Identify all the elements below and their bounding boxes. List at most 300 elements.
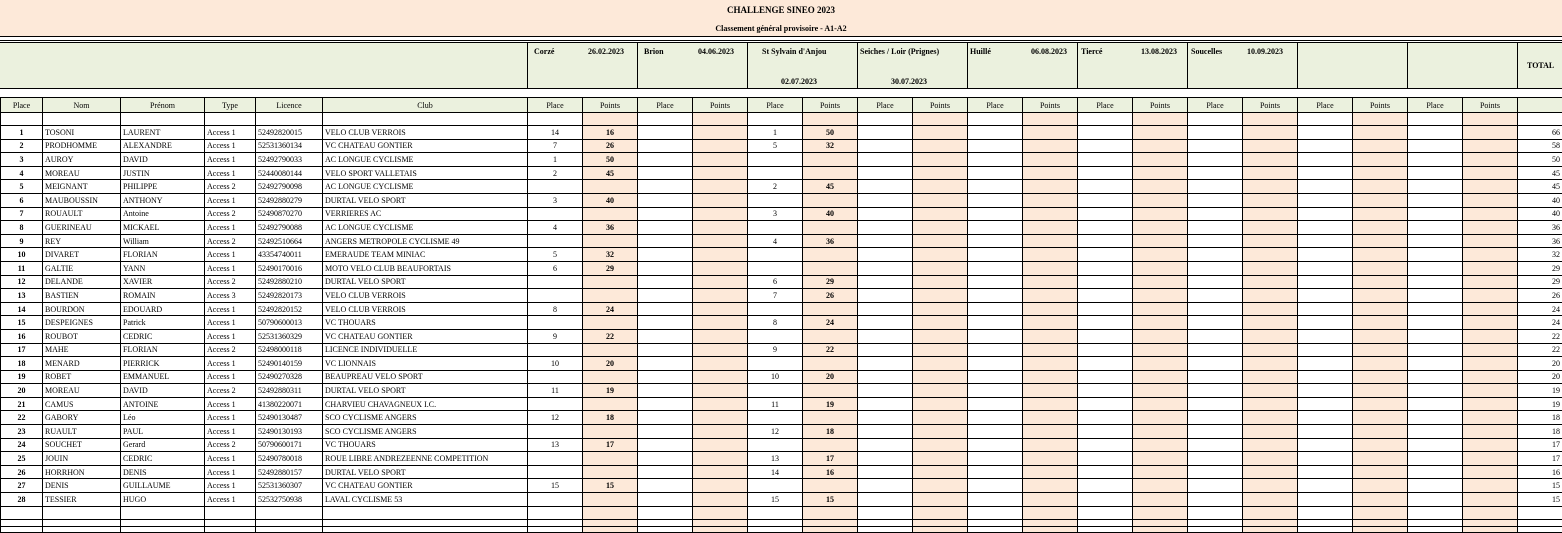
col-place: Place xyxy=(1,98,43,113)
race-points-cell xyxy=(1243,452,1298,466)
licence-cell: 52492510664 xyxy=(256,234,323,248)
club-cell: VERRIERES AC xyxy=(323,207,528,221)
race-points-cell xyxy=(1463,126,1518,140)
cell xyxy=(1243,113,1298,126)
race-points-cell xyxy=(1133,438,1188,452)
licence-cell: 52531360329 xyxy=(256,329,323,343)
table-row xyxy=(1,411,1562,425)
race-place-cell xyxy=(1298,329,1353,343)
nom-cell: DENIS xyxy=(43,479,121,493)
race-place-cell xyxy=(1188,126,1243,140)
race-points-cell xyxy=(693,289,748,303)
race-place-cell xyxy=(1298,261,1353,275)
race-points-cell xyxy=(913,180,968,194)
race-points-cell: 50 xyxy=(803,126,858,140)
race-points-cell: 40 xyxy=(583,193,638,207)
race-points-cell xyxy=(1243,411,1298,425)
race-place-cell xyxy=(638,275,693,289)
race-points-cell xyxy=(1023,139,1078,153)
club-cell: LAVAL CYCLISME 53 xyxy=(323,493,528,507)
nom-cell: ROUBOT xyxy=(43,329,121,343)
rank-cell: 3 xyxy=(1,153,43,167)
race-points-cell xyxy=(1133,343,1188,357)
rank-cell: 28 xyxy=(1,493,43,507)
rank-cell: 17 xyxy=(1,343,43,357)
race-place-cell xyxy=(638,438,693,452)
race-place-cell xyxy=(1298,438,1353,452)
race-place-cell xyxy=(858,261,913,275)
race-place-cell xyxy=(1078,479,1133,493)
race-points-cell xyxy=(1243,493,1298,507)
total-cell: 24 xyxy=(1518,302,1562,316)
race-place-cell xyxy=(1408,452,1463,466)
table-row xyxy=(1,221,1562,235)
race-points-cell xyxy=(1353,193,1408,207)
club-cell: AC LONGUE CYCLISME xyxy=(323,180,528,194)
race-place-cell xyxy=(968,180,1023,194)
prenom-cell: CEDRIC xyxy=(121,329,205,343)
race-points-cell xyxy=(803,193,858,207)
race-points-cell xyxy=(1353,126,1408,140)
cell xyxy=(968,506,1023,519)
race-points-cell xyxy=(1023,357,1078,371)
race-points-cell xyxy=(913,343,968,357)
table-row xyxy=(1,207,1562,221)
cell xyxy=(1078,506,1133,519)
prenom-cell: PIERRICK xyxy=(121,357,205,371)
cell xyxy=(693,506,748,519)
table-row xyxy=(1,425,1562,439)
race-points-cell: 19 xyxy=(583,384,638,398)
race-place-cell xyxy=(1078,370,1133,384)
club-cell: SCO CYCLISME ANGERS xyxy=(323,411,528,425)
race-points-cell xyxy=(913,139,968,153)
prenom-cell: Antoine xyxy=(121,207,205,221)
nom-cell: MAUBOUSSIN xyxy=(43,193,121,207)
type-cell: Access 1 xyxy=(205,329,256,343)
race-place-cell xyxy=(748,153,803,167)
race-points-cell xyxy=(693,411,748,425)
race-place-cell xyxy=(1408,465,1463,479)
race-place-cell xyxy=(1408,180,1463,194)
nom-cell: DIVARET xyxy=(43,248,121,262)
licence-cell: 52492820015 xyxy=(256,126,323,140)
race-place-cell xyxy=(1188,234,1243,248)
race-points-cell xyxy=(803,329,858,343)
race-points-cell: 24 xyxy=(803,316,858,330)
race-points-cell xyxy=(1243,261,1298,275)
race-points-cell xyxy=(1243,343,1298,357)
race-points-cell xyxy=(1353,452,1408,466)
race-points-cell xyxy=(1023,425,1078,439)
club-cell: VC LIONNAIS xyxy=(323,357,528,371)
total-cell: 36 xyxy=(1518,221,1562,235)
type-cell: Access 1 xyxy=(205,493,256,507)
race-place-cell xyxy=(858,452,913,466)
club-cell: AC LONGUE CYCLISME xyxy=(323,153,528,167)
race-place-cell xyxy=(528,370,583,384)
rank-cell: 19 xyxy=(1,370,43,384)
race-points-cell: 26 xyxy=(583,139,638,153)
race-points-cell: 15 xyxy=(803,493,858,507)
race-points-cell xyxy=(1463,357,1518,371)
race-points-cell xyxy=(1133,261,1188,275)
race-place-cell xyxy=(748,193,803,207)
nom-cell: REY xyxy=(43,234,121,248)
race-points-cell xyxy=(583,207,638,221)
race-place-cell: 14 xyxy=(748,465,803,479)
rank-cell: 7 xyxy=(1,207,43,221)
race-points-cell xyxy=(1463,207,1518,221)
race-place-cell xyxy=(1078,343,1133,357)
race-place-cell xyxy=(1188,438,1243,452)
race-place-cell xyxy=(1188,289,1243,303)
race-points-cell xyxy=(803,166,858,180)
race-place-cell xyxy=(968,193,1023,207)
race-place-cell xyxy=(858,357,913,371)
cell xyxy=(583,506,638,519)
race-points-cell xyxy=(1463,425,1518,439)
race-points-cell xyxy=(803,302,858,316)
race-points-cell xyxy=(913,207,968,221)
race-place-cell xyxy=(1078,193,1133,207)
race-place-cell xyxy=(858,465,913,479)
nom-cell: MENARD xyxy=(43,357,121,371)
race-points-cell xyxy=(693,193,748,207)
race-place-cell xyxy=(968,126,1023,140)
race-place-cell xyxy=(1078,153,1133,167)
race-points-cell xyxy=(583,289,638,303)
type-cell: Access 1 xyxy=(205,193,256,207)
licence-cell: 52490270328 xyxy=(256,370,323,384)
race-place-cell xyxy=(1188,139,1243,153)
table-row xyxy=(1,329,1562,343)
race-points-cell xyxy=(1023,126,1078,140)
race-place-cell xyxy=(1298,126,1353,140)
race-points-cell xyxy=(1023,261,1078,275)
total-cell: 36 xyxy=(1518,234,1562,248)
race-points-cell xyxy=(803,221,858,235)
total-cell: 45 xyxy=(1518,180,1562,194)
race-place-cell xyxy=(858,397,913,411)
race-points-cell xyxy=(1023,166,1078,180)
race-points-cell xyxy=(1133,370,1188,384)
race-place-cell xyxy=(968,261,1023,275)
race-points-cell xyxy=(693,384,748,398)
race-points-cell xyxy=(1133,126,1188,140)
race-place-cell xyxy=(1408,234,1463,248)
rank-cell: 12 xyxy=(1,275,43,289)
race-place-cell xyxy=(528,343,583,357)
nom-cell: DELANDE xyxy=(43,275,121,289)
race-place-cell: 4 xyxy=(748,234,803,248)
race-place-cell xyxy=(968,370,1023,384)
race-place-cell xyxy=(1188,166,1243,180)
race-place-cell: 8 xyxy=(748,316,803,330)
race-points-cell xyxy=(1243,275,1298,289)
col-prenom: Prénom xyxy=(121,98,205,113)
rank-cell: 18 xyxy=(1,357,43,371)
col-race-place: Place xyxy=(638,98,693,113)
race-points-cell xyxy=(1463,465,1518,479)
race-points-cell xyxy=(1353,234,1408,248)
rank-cell: 4 xyxy=(1,166,43,180)
licence-cell: 50790600013 xyxy=(256,316,323,330)
prenom-cell: William xyxy=(121,234,205,248)
race-points-cell xyxy=(1243,180,1298,194)
race-place-cell xyxy=(638,261,693,275)
col-race-place: Place xyxy=(1078,98,1133,113)
rank-cell: 24 xyxy=(1,438,43,452)
race-points-cell xyxy=(1463,153,1518,167)
cell xyxy=(638,506,693,519)
race-place-cell xyxy=(1408,370,1463,384)
race-points-cell xyxy=(1463,166,1518,180)
race-points-cell xyxy=(1023,411,1078,425)
type-cell: Access 1 xyxy=(205,370,256,384)
table-row xyxy=(1,275,1562,289)
race-points-cell: 29 xyxy=(803,275,858,289)
cell xyxy=(858,113,913,126)
race-place-cell xyxy=(1298,397,1353,411)
nom-cell: PRODHOMME xyxy=(43,139,121,153)
cell xyxy=(323,506,528,519)
race-place-cell xyxy=(858,139,913,153)
total-cell: 20 xyxy=(1518,357,1562,371)
rank-cell: 10 xyxy=(1,248,43,262)
race-points-cell xyxy=(1133,207,1188,221)
club-cell: DURTAL VELO SPORT xyxy=(323,384,528,398)
prenom-cell: ALEXANDRE xyxy=(121,139,205,153)
licence-cell: 52490780018 xyxy=(256,452,323,466)
race-points-cell xyxy=(913,126,968,140)
rank-cell: 26 xyxy=(1,465,43,479)
race-place-cell xyxy=(1298,166,1353,180)
race-points-cell xyxy=(1243,139,1298,153)
race-points-cell xyxy=(693,166,748,180)
cell xyxy=(121,506,205,519)
race-place-cell xyxy=(1298,479,1353,493)
race-points-cell xyxy=(583,425,638,439)
race-place-cell xyxy=(638,493,693,507)
race-points-cell xyxy=(913,248,968,262)
race-points-cell xyxy=(693,438,748,452)
licence-cell: 43354740011 xyxy=(256,248,323,262)
type-cell: Access 1 xyxy=(205,316,256,330)
race-points-cell xyxy=(1023,234,1078,248)
event-date: 02.07.2023 xyxy=(781,77,817,86)
licence-cell: 52492880279 xyxy=(256,193,323,207)
cell xyxy=(256,113,323,126)
race-points-cell: 18 xyxy=(583,411,638,425)
race-place-cell xyxy=(638,357,693,371)
nom-cell: SOUCHET xyxy=(43,438,121,452)
licence-cell: 52492820152 xyxy=(256,302,323,316)
rank-cell: 16 xyxy=(1,329,43,343)
race-place-cell xyxy=(1188,193,1243,207)
race-points-cell xyxy=(1353,493,1408,507)
race-place-cell xyxy=(858,193,913,207)
race-place-cell xyxy=(1408,329,1463,343)
race-points-cell: 32 xyxy=(803,139,858,153)
table-row xyxy=(1,397,1562,411)
race-place-cell xyxy=(968,425,1023,439)
race-place-cell xyxy=(1188,221,1243,235)
race-points-cell xyxy=(1133,302,1188,316)
race-points-cell xyxy=(1463,261,1518,275)
cell xyxy=(1463,113,1518,126)
race-points-cell xyxy=(1353,207,1408,221)
rank-cell: 8 xyxy=(1,221,43,235)
events-header xyxy=(0,42,1562,88)
race-points-cell xyxy=(1243,479,1298,493)
ranking-table xyxy=(0,97,1562,533)
race-place-cell: 11 xyxy=(528,384,583,398)
race-place-cell xyxy=(968,153,1023,167)
race-points-cell xyxy=(1353,289,1408,303)
race-place-cell xyxy=(1078,234,1133,248)
race-place-cell: 2 xyxy=(528,166,583,180)
nom-cell: MOREAU xyxy=(43,384,121,398)
race-place-cell: 12 xyxy=(748,425,803,439)
race-points-cell xyxy=(1133,153,1188,167)
type-cell: Access 1 xyxy=(205,166,256,180)
prenom-cell: JUSTIN xyxy=(121,166,205,180)
prenom-cell: LAURENT xyxy=(121,126,205,140)
race-place-cell xyxy=(748,438,803,452)
table-row xyxy=(1,289,1562,303)
race-place-cell xyxy=(748,261,803,275)
race-place-cell xyxy=(858,493,913,507)
race-points-cell xyxy=(803,438,858,452)
club-cell: DURTAL VELO SPORT xyxy=(323,193,528,207)
licence-cell: 52531360134 xyxy=(256,139,323,153)
race-place-cell xyxy=(1408,248,1463,262)
race-points-cell xyxy=(913,275,968,289)
race-place-cell xyxy=(1298,234,1353,248)
race-place-cell xyxy=(1188,370,1243,384)
cell xyxy=(1408,113,1463,126)
total-cell: 58 xyxy=(1518,139,1562,153)
race-place-cell xyxy=(1408,438,1463,452)
col-race-place: Place xyxy=(858,98,913,113)
race-place-cell xyxy=(968,166,1023,180)
club-cell: DURTAL VELO SPORT xyxy=(323,465,528,479)
nom-cell: DESPEIGNES xyxy=(43,316,121,330)
table-row xyxy=(1,302,1562,316)
race-place-cell xyxy=(1298,289,1353,303)
race-place-cell xyxy=(1188,180,1243,194)
race-place-cell xyxy=(1078,397,1133,411)
event-name: Tiercé xyxy=(1081,47,1102,56)
race-place-cell xyxy=(638,343,693,357)
race-place-cell xyxy=(968,357,1023,371)
race-points-cell xyxy=(1023,479,1078,493)
race-place-cell xyxy=(1408,384,1463,398)
total-cell: 17 xyxy=(1518,438,1562,452)
race-points-cell xyxy=(1133,289,1188,303)
licence-cell: 52492820173 xyxy=(256,289,323,303)
race-points-cell xyxy=(1353,316,1408,330)
race-points-cell: 22 xyxy=(803,343,858,357)
col-race-place: Place xyxy=(528,98,583,113)
race-points-cell: 45 xyxy=(803,180,858,194)
event-name: Soucelles xyxy=(1191,47,1222,56)
race-points-cell xyxy=(913,384,968,398)
race-place-cell xyxy=(638,193,693,207)
race-points-cell xyxy=(1353,384,1408,398)
col-club: Club xyxy=(323,98,528,113)
nom-cell: TESSIER xyxy=(43,493,121,507)
type-cell: Access 2 xyxy=(205,438,256,452)
total-label: TOTAL xyxy=(1527,61,1554,70)
club-cell: EMERAUDE TEAM MINIAC xyxy=(323,248,528,262)
nom-cell: GABORY xyxy=(43,411,121,425)
race-points-cell xyxy=(583,180,638,194)
club-cell: LICENCE INDIVIDUELLE xyxy=(323,343,528,357)
race-place-cell: 8 xyxy=(528,302,583,316)
club-cell: MOTO VELO CLUB BEAUFORTAIS xyxy=(323,261,528,275)
race-points-cell xyxy=(1243,166,1298,180)
col-race-points: Points xyxy=(1133,98,1188,113)
nom-cell: GUERINEAU xyxy=(43,221,121,235)
race-place-cell xyxy=(968,289,1023,303)
race-points-cell xyxy=(693,493,748,507)
race-place-cell xyxy=(1188,411,1243,425)
race-points-cell xyxy=(583,316,638,330)
race-place-cell xyxy=(1188,397,1243,411)
prenom-cell: CEDRIC xyxy=(121,452,205,466)
race-points-cell xyxy=(1023,465,1078,479)
race-points-cell xyxy=(1243,153,1298,167)
club-cell: CHARVIEU CHAVAGNEUX I.C. xyxy=(323,397,528,411)
cell xyxy=(528,506,583,519)
race-points-cell xyxy=(1243,302,1298,316)
rank-cell: 23 xyxy=(1,425,43,439)
table-row xyxy=(1,370,1562,384)
race-points-cell xyxy=(693,234,748,248)
event-date: 04.06.2023 xyxy=(698,47,734,56)
race-place-cell xyxy=(1078,493,1133,507)
race-place-cell xyxy=(1078,411,1133,425)
col-race-points: Points xyxy=(1353,98,1408,113)
nom-cell: HORRHON xyxy=(43,465,121,479)
cell xyxy=(323,113,528,126)
race-points-cell xyxy=(1353,411,1408,425)
race-place-cell xyxy=(638,302,693,316)
licence-cell: 52492790088 xyxy=(256,221,323,235)
race-points-cell: 29 xyxy=(583,261,638,275)
prenom-cell: PHILIPPE xyxy=(121,180,205,194)
rank-cell: 9 xyxy=(1,234,43,248)
race-place-cell: 1 xyxy=(528,153,583,167)
race-place-cell xyxy=(1298,275,1353,289)
race-place-cell: 15 xyxy=(528,479,583,493)
prenom-cell: DAVID xyxy=(121,384,205,398)
race-place-cell xyxy=(968,302,1023,316)
race-points-cell xyxy=(1463,479,1518,493)
race-place-cell xyxy=(1078,465,1133,479)
race-points-cell xyxy=(1463,221,1518,235)
race-points-cell xyxy=(1353,425,1408,439)
cell xyxy=(43,506,121,519)
race-points-cell xyxy=(1243,425,1298,439)
cell xyxy=(528,113,583,126)
cell xyxy=(1353,506,1408,519)
prenom-cell: MICKAEL xyxy=(121,221,205,235)
total-cell: 20 xyxy=(1518,370,1562,384)
total-cell: 15 xyxy=(1518,493,1562,507)
